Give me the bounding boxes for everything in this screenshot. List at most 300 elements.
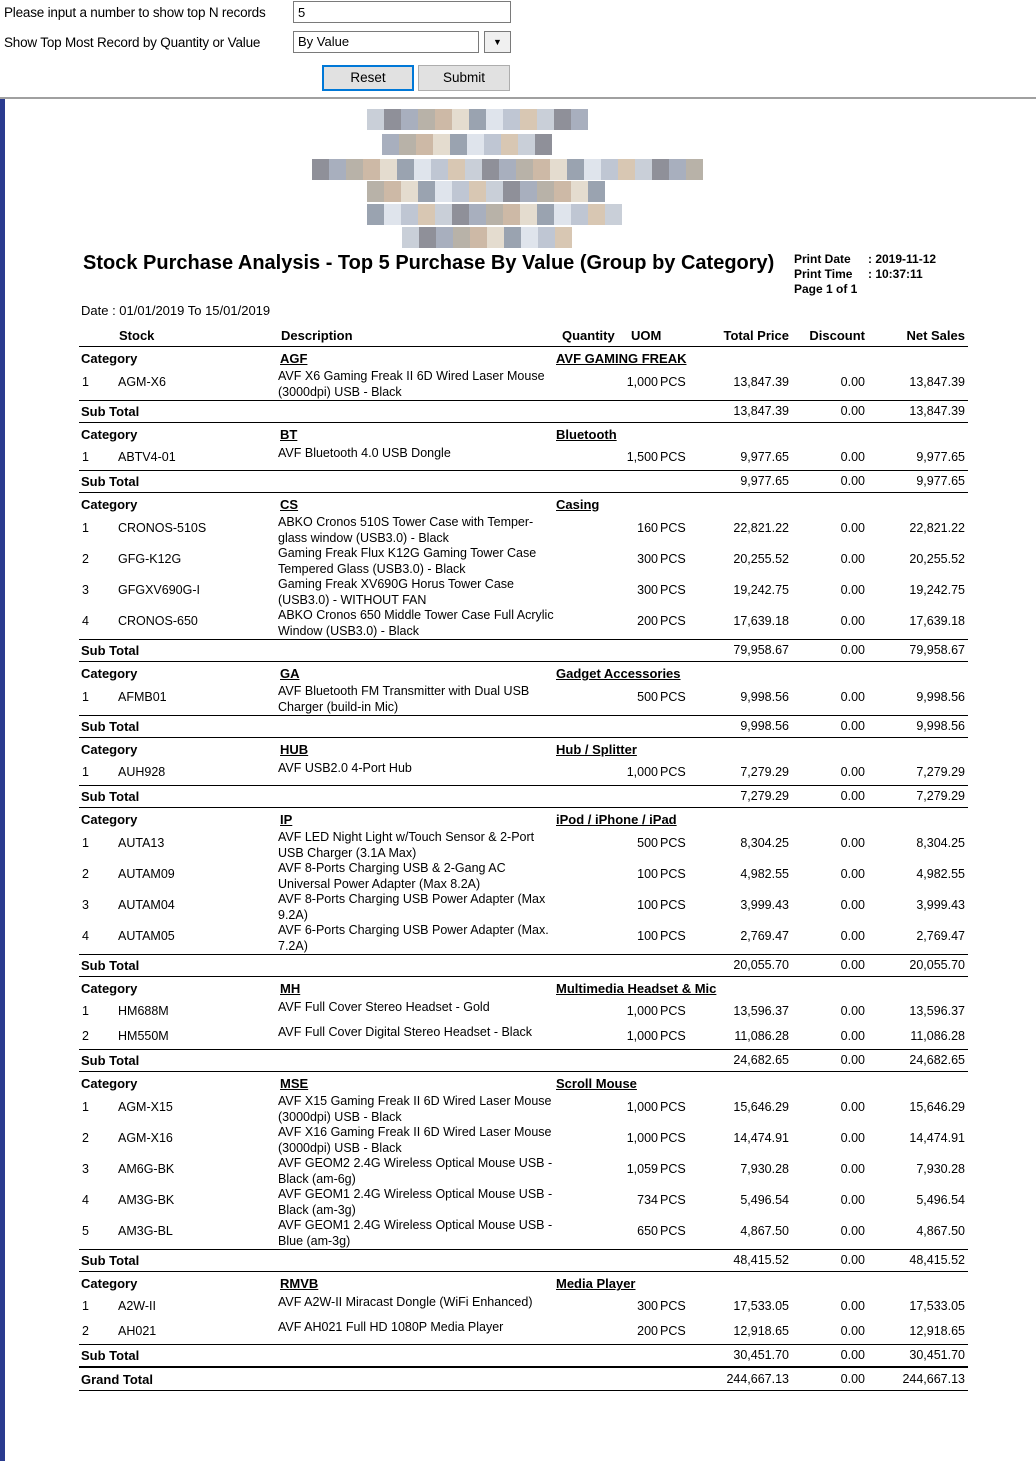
table-row: [79, 608, 968, 639]
logo-tile: [520, 181, 537, 202]
logo-tile: [486, 204, 503, 225]
logo-tile: [669, 159, 686, 180]
topn-label: Please input a number to show top N records: [4, 5, 266, 20]
category-label: Category: [81, 981, 138, 996]
table-row: [79, 515, 968, 546]
logo-tile: [537, 204, 554, 225]
page-number: Page 1 of 1: [794, 282, 858, 296]
discount: 0.00: [840, 521, 865, 535]
logo-tile: [537, 109, 554, 130]
logo-tile: [571, 204, 588, 225]
row-number: 1: [82, 1100, 89, 1114]
stock-code: AFMB01: [118, 690, 167, 704]
logo-tile: [367, 109, 384, 130]
logo-tile: [401, 181, 418, 202]
quantity: 500: [637, 836, 658, 850]
subtotal-total-price: 48,415.52: [733, 1253, 789, 1267]
item-description: Gaming Freak XV690G Horus Tower Case (USB3.0) - WITHOUT FAN: [278, 577, 514, 607]
logo-tile: [435, 204, 452, 225]
subtotal-row: [79, 470, 968, 493]
row-number: 1: [82, 690, 89, 704]
print-date-label: Print Date: [794, 252, 851, 266]
logo-tile: [537, 181, 554, 202]
subtotal-net-sales: 30,451.70: [909, 1348, 965, 1362]
stock-code: CRONOS-510S: [118, 521, 207, 535]
uom: PCS: [660, 867, 686, 881]
logo-tile: [401, 109, 418, 130]
logo-tile: [469, 204, 486, 225]
subtotal-net-sales: 9,977.65: [916, 474, 965, 488]
subtotal-label: Sub Total: [81, 1053, 140, 1068]
total-price: 9,977.65: [740, 450, 789, 464]
logo-tile: [397, 159, 414, 180]
print-info: [794, 252, 936, 297]
logo-tile: [652, 159, 669, 180]
stock-code: AUH928: [118, 765, 166, 779]
table-row: [79, 1094, 968, 1125]
uom: PCS: [660, 375, 686, 389]
category-name: Gadget Accessories: [556, 666, 681, 681]
net-sales: 5,496.54: [916, 1193, 965, 1207]
subtotal-discount: 0.00: [840, 643, 865, 657]
stock-code: HM550M: [118, 1029, 169, 1043]
discount: 0.00: [840, 1324, 865, 1338]
logo-tile: [436, 227, 453, 248]
uom: PCS: [660, 1193, 686, 1207]
category-code: MSE: [280, 1076, 309, 1091]
subtotal-label: Sub Total: [81, 404, 140, 419]
subtotal-net-sales: 9,998.56: [916, 719, 965, 733]
subtotal-label: Sub Total: [81, 958, 140, 973]
logo-tile: [554, 204, 571, 225]
quantity: 734: [637, 1193, 658, 1207]
table-row: [79, 445, 968, 470]
row-number: 4: [82, 929, 89, 943]
total-price: 9,998.56: [740, 690, 789, 704]
total-price: 17,533.05: [733, 1299, 789, 1313]
logo-tile: [418, 204, 435, 225]
row-number: 2: [82, 1324, 89, 1338]
table-row: [79, 546, 968, 577]
subtotal-row: [79, 1049, 968, 1072]
table-row: [79, 923, 968, 954]
item-description: AVF X6 Gaming Freak II 6D Wired Laser Mouse (3000dpi) USB - Black: [278, 369, 545, 399]
total-price: 17,639.18: [733, 614, 789, 628]
logo-tile: [499, 159, 516, 180]
total-price: 14,474.91: [733, 1131, 789, 1145]
subtotal-row: [79, 785, 968, 808]
table-row: [79, 1125, 968, 1156]
stock-code: AGM-X6: [118, 375, 166, 389]
category-code: HUB: [280, 742, 309, 757]
row-number: 2: [82, 1131, 89, 1145]
item-description: AVF LED Night Light w/Touch Sensor & 2-Port USB Charger (3.1A Max): [278, 830, 535, 860]
quantity: 300: [637, 583, 658, 597]
logo-tile: [555, 227, 572, 248]
quantity: 200: [637, 614, 658, 628]
table-row: [79, 1218, 968, 1249]
logo-tile: [504, 227, 521, 248]
uom: PCS: [660, 450, 686, 464]
submit-button[interactable]: Submit: [418, 65, 510, 91]
quantity: 100: [637, 867, 658, 881]
stock-code: AM6G-BK: [118, 1162, 175, 1176]
logo-tile: [399, 134, 416, 155]
logo-tile: [486, 109, 503, 130]
net-sales: 17,639.18: [909, 614, 965, 628]
total-price: 5,496.54: [740, 1193, 789, 1207]
row-number: 3: [82, 583, 89, 597]
subtotal-total-price: 24,682.65: [733, 1053, 789, 1067]
net-sales: 19,242.75: [909, 583, 965, 597]
logo-tile: [686, 159, 703, 180]
discount: 0.00: [840, 375, 865, 389]
discount: 0.00: [840, 583, 865, 597]
item-description: AVF USB2.0 4-Port Hub: [278, 761, 412, 775]
net-sales: 11,086.28: [910, 1029, 965, 1043]
net-sales: 20,255.52: [909, 552, 965, 566]
uom: PCS: [660, 1100, 686, 1114]
logo-tile: [418, 181, 435, 202]
print-time: : 10:37:11: [868, 267, 923, 281]
table-row: [79, 1156, 968, 1187]
logo-tile: [452, 109, 469, 130]
category-label: Category: [81, 497, 138, 512]
stock-code: AM3G-BL: [118, 1224, 173, 1238]
net-sales: 8,304.25: [916, 836, 965, 850]
category-name: iPod / iPhone / iPad: [556, 812, 677, 827]
net-sales: 4,982.55: [916, 867, 965, 881]
date-range: Date : 01/01/2019 To 15/01/2019: [81, 303, 271, 318]
row-number: 5: [82, 1224, 89, 1238]
subtotal-row: [79, 1249, 968, 1272]
logo-tile: [538, 227, 555, 248]
total-price: 15,646.29: [733, 1100, 789, 1114]
subtotal-discount: 0.00: [840, 719, 865, 733]
category-row: [79, 493, 968, 515]
discount: 0.00: [840, 1162, 865, 1176]
total-price: 3,999.43: [740, 898, 789, 912]
table-row: [79, 1319, 968, 1344]
logo-tile: [601, 159, 618, 180]
category-row: [79, 423, 968, 445]
subtotal-row: [79, 400, 968, 423]
col-stock: Stock: [119, 328, 155, 343]
row-number: 2: [82, 867, 89, 881]
report-table: [79, 326, 968, 1391]
row-number: 1: [82, 450, 89, 464]
category-row: [79, 662, 968, 684]
row-number: 2: [82, 552, 89, 566]
logo-tile: [414, 159, 431, 180]
discount: 0.00: [840, 1004, 865, 1018]
stock-code: AUTAM05: [118, 929, 175, 943]
row-number: 2: [82, 1029, 89, 1043]
category-code: IP: [280, 812, 293, 827]
logo-tile: [516, 159, 533, 180]
category-row: [79, 1072, 968, 1094]
category-label: Category: [81, 427, 138, 442]
logo-tile: [605, 204, 622, 225]
quantity: 1,000: [626, 1004, 658, 1018]
discount: 0.00: [840, 1224, 865, 1238]
logo-tile: [484, 134, 501, 155]
row-number: 3: [82, 898, 89, 912]
net-sales: 7,930.28: [916, 1162, 965, 1176]
net-sales: 14,474.91: [909, 1131, 965, 1145]
logo-tile: [467, 134, 484, 155]
quantity: 300: [637, 1299, 658, 1313]
category-name: Casing: [556, 497, 600, 512]
category-code: CS: [280, 497, 299, 512]
item-description: AVF AH021 Full HD 1080P Media Player: [278, 1320, 504, 1334]
logo-tile: [380, 159, 397, 180]
uom: PCS: [660, 583, 686, 597]
logo-tile: [520, 109, 537, 130]
table-row: [79, 830, 968, 861]
total-price: 22,821.22: [733, 521, 789, 535]
logo-tile: [450, 134, 467, 155]
logo-tile: [469, 109, 486, 130]
quantity: 500: [637, 690, 658, 704]
topn-input[interactable]: [293, 1, 511, 23]
discount: 0.00: [840, 765, 865, 779]
total-price: 8,304.25: [740, 836, 789, 850]
logo-tile: [433, 134, 450, 155]
net-sales: 15,646.29: [909, 1100, 965, 1114]
category-name: Hub / Splitter: [556, 742, 637, 757]
uom: PCS: [660, 552, 686, 566]
subtotal-label: Sub Total: [81, 643, 140, 658]
quantity: 1,000: [626, 375, 658, 389]
logo-tile: [635, 159, 652, 180]
category-row: [79, 808, 968, 830]
category-code: RMVB: [280, 1276, 319, 1291]
subtotal-total-price: 13,847.39: [733, 404, 789, 418]
logo-tile: [503, 181, 520, 202]
mode-label: Show Top Most Record by Quantity or Value: [4, 35, 261, 50]
grand-total-discount: 0.00: [840, 1372, 865, 1386]
total-price: 20,255.52: [733, 552, 789, 566]
uom: PCS: [660, 898, 686, 912]
item-description: AVF GEOM1 2.4G Wireless Optical Mouse USB - Blue (am-3g): [278, 1218, 553, 1248]
item-description: ABKO Cronos 510S Tower Case with Temper-glass window (USB3.0) - Black: [278, 515, 534, 545]
col-discount: Discount: [809, 328, 865, 343]
logo-tile: [384, 181, 401, 202]
net-sales: 2,769.47: [916, 929, 965, 943]
quantity: 200: [637, 1324, 658, 1338]
category-label: Category: [81, 666, 138, 681]
stock-code: AM3G-BK: [118, 1193, 175, 1207]
subtotal-discount: 0.00: [840, 474, 865, 488]
logo-tile: [571, 181, 588, 202]
subtotal-label: Sub Total: [81, 789, 140, 804]
category-row: [79, 347, 968, 369]
category-row: [79, 738, 968, 760]
category-code: AGF: [280, 351, 308, 366]
subtotal-total-price: 7,279.29: [740, 789, 789, 803]
logo-tile: [618, 159, 635, 180]
logo-tile: [402, 227, 419, 248]
mode-select[interactable]: By Value: [293, 31, 479, 53]
table-body: [79, 347, 968, 1391]
subtotal-total-price: 9,998.56: [740, 719, 789, 733]
row-number: 4: [82, 1193, 89, 1207]
stock-code: CRONOS-650: [118, 614, 198, 628]
category-label: Category: [81, 812, 138, 827]
col-quantity: Quantity: [562, 328, 615, 343]
logo-tile: [367, 181, 384, 202]
discount: 0.00: [840, 929, 865, 943]
category-name: Scroll Mouse: [556, 1076, 637, 1091]
subtotal-net-sales: 7,279.29: [916, 789, 965, 803]
category-code: GA: [280, 666, 300, 681]
net-sales: 22,821.22: [909, 521, 965, 535]
net-sales: 4,867.50: [916, 1224, 965, 1238]
row-number: 4: [82, 614, 89, 628]
logo-tile: [584, 159, 601, 180]
subtotal-discount: 0.00: [840, 958, 865, 972]
category-label: Category: [81, 351, 138, 366]
item-description: AVF 6-Ports Charging USB Power Adapter (Max. 7.2A): [278, 923, 549, 953]
net-sales: 12,918.65: [909, 1324, 965, 1338]
subtotal-net-sales: 24,682.65: [909, 1053, 965, 1067]
quantity: 650: [637, 1224, 658, 1238]
logo-tile: [486, 181, 503, 202]
stock-code: ABTV4-01: [118, 450, 176, 464]
logo-tile: [453, 227, 470, 248]
quantity: 1,000: [626, 1100, 658, 1114]
logo-tile: [452, 204, 469, 225]
logo-tile: [418, 109, 435, 130]
row-number: 1: [82, 521, 89, 535]
col-description: Description: [281, 328, 353, 343]
logo-tile: [518, 134, 535, 155]
dropdown-arrow-icon[interactable]: ▼: [484, 31, 511, 53]
logo-tile: [419, 227, 436, 248]
quantity: 1,059: [626, 1162, 658, 1176]
subtotal-label: Sub Total: [81, 719, 140, 734]
logo-tile: [470, 227, 487, 248]
quantity: 1,500: [626, 450, 658, 464]
uom: PCS: [660, 1131, 686, 1145]
net-sales: 9,998.56: [916, 690, 965, 704]
item-description: AVF GEOM1 2.4G Wireless Optical Mouse USB - Black (am-3g): [278, 1187, 553, 1217]
table-row: [79, 577, 968, 608]
grand-total-row: [79, 1367, 968, 1391]
stock-code: AGM-X16: [118, 1131, 173, 1145]
item-description: AVF Full Cover Digital Stereo Headset - Black: [278, 1025, 533, 1039]
uom: PCS: [660, 690, 686, 704]
grand-total-price: 244,667.13: [726, 1372, 789, 1386]
subtotal-discount: 0.00: [840, 789, 865, 803]
logo-tile: [435, 109, 452, 130]
logo-tile: [346, 159, 363, 180]
category-name: Multimedia Headset & Mic: [556, 981, 717, 996]
discount: 0.00: [840, 552, 865, 566]
quantity: 1,000: [626, 1029, 658, 1043]
table-row: [79, 861, 968, 892]
uom: PCS: [660, 765, 686, 779]
category-row: [79, 1272, 968, 1294]
total-price: 11,086.28: [734, 1029, 789, 1043]
company-logo: [312, 109, 722, 249]
category-row: [79, 977, 968, 999]
total-price: 7,279.29: [740, 765, 789, 779]
logo-tile: [435, 181, 452, 202]
net-sales: 7,279.29: [916, 765, 965, 779]
total-price: 4,982.55: [740, 867, 789, 881]
reset-button[interactable]: Reset: [322, 65, 414, 91]
total-price: 13,847.39: [733, 375, 789, 389]
total-price: 7,930.28: [740, 1162, 789, 1176]
uom: PCS: [660, 1162, 686, 1176]
total-price: 12,918.65: [733, 1324, 789, 1338]
stock-code: GFGXV690G-I: [118, 583, 200, 597]
discount: 0.00: [840, 450, 865, 464]
table-row: [79, 999, 968, 1024]
item-description: AVF X15 Gaming Freak II 6D Wired Laser Mouse (3000dpi) USB - Black: [278, 1094, 552, 1124]
table-row: [79, 892, 968, 923]
print-time-label: Print Time: [794, 267, 853, 281]
subtotal-total-price: 9,977.65: [740, 474, 789, 488]
quantity: 1,000: [626, 765, 658, 779]
discount: 0.00: [840, 1131, 865, 1145]
subtotal-net-sales: 79,958.67: [909, 643, 965, 657]
col-total-price: Total Price: [723, 328, 789, 343]
logo-tile: [554, 109, 571, 130]
col-uom: UOM: [631, 328, 662, 343]
subtotal-total-price: 30,451.70: [733, 1348, 789, 1362]
net-sales: 9,977.65: [916, 450, 965, 464]
uom: PCS: [660, 1004, 686, 1018]
discount: 0.00: [840, 898, 865, 912]
subtotal-discount: 0.00: [840, 1348, 865, 1362]
discount: 0.00: [840, 1100, 865, 1114]
stock-code: AUTA13: [118, 836, 165, 850]
logo-tile: [503, 204, 520, 225]
item-description: AVF A2W-II Miracast Dongle (WiFi Enhanced): [278, 1295, 533, 1309]
subtotal-label: Sub Total: [81, 1348, 140, 1363]
discount: 0.00: [840, 1299, 865, 1313]
logo-tile: [384, 204, 401, 225]
col-net-sales: Net Sales: [906, 328, 965, 343]
category-code: BT: [280, 427, 298, 442]
category-name: Media Player: [556, 1276, 636, 1291]
logo-tile: [533, 159, 550, 180]
logo-tile: [469, 181, 486, 202]
report-title: Stock Purchase Analysis - Top 5 Purchase By Value (Group by Category): [83, 252, 775, 274]
subtotal-net-sales: 20,055.70: [909, 958, 965, 972]
item-description: AVF Bluetooth 4.0 USB Dongle: [278, 446, 451, 460]
subtotal-net-sales: 13,847.39: [909, 404, 965, 418]
net-sales: 3,999.43: [916, 898, 965, 912]
row-number: 1: [82, 1004, 89, 1018]
uom: PCS: [660, 1029, 686, 1043]
discount: 0.00: [840, 614, 865, 628]
item-description: AVF 8-Ports Charging USB Power Adapter (Max 9.2A): [278, 892, 546, 922]
row-number: 1: [82, 1299, 89, 1313]
filter-form: [0, 0, 1036, 97]
subtotal-row: [79, 639, 968, 662]
quantity: 100: [637, 898, 658, 912]
net-sales: 17,533.05: [909, 1299, 965, 1313]
subtotal-discount: 0.00: [840, 1253, 865, 1267]
report-viewer-edge: [0, 99, 5, 1461]
logo-tile: [363, 159, 380, 180]
row-number: 1: [82, 375, 89, 389]
subtotal-row: [79, 715, 968, 738]
